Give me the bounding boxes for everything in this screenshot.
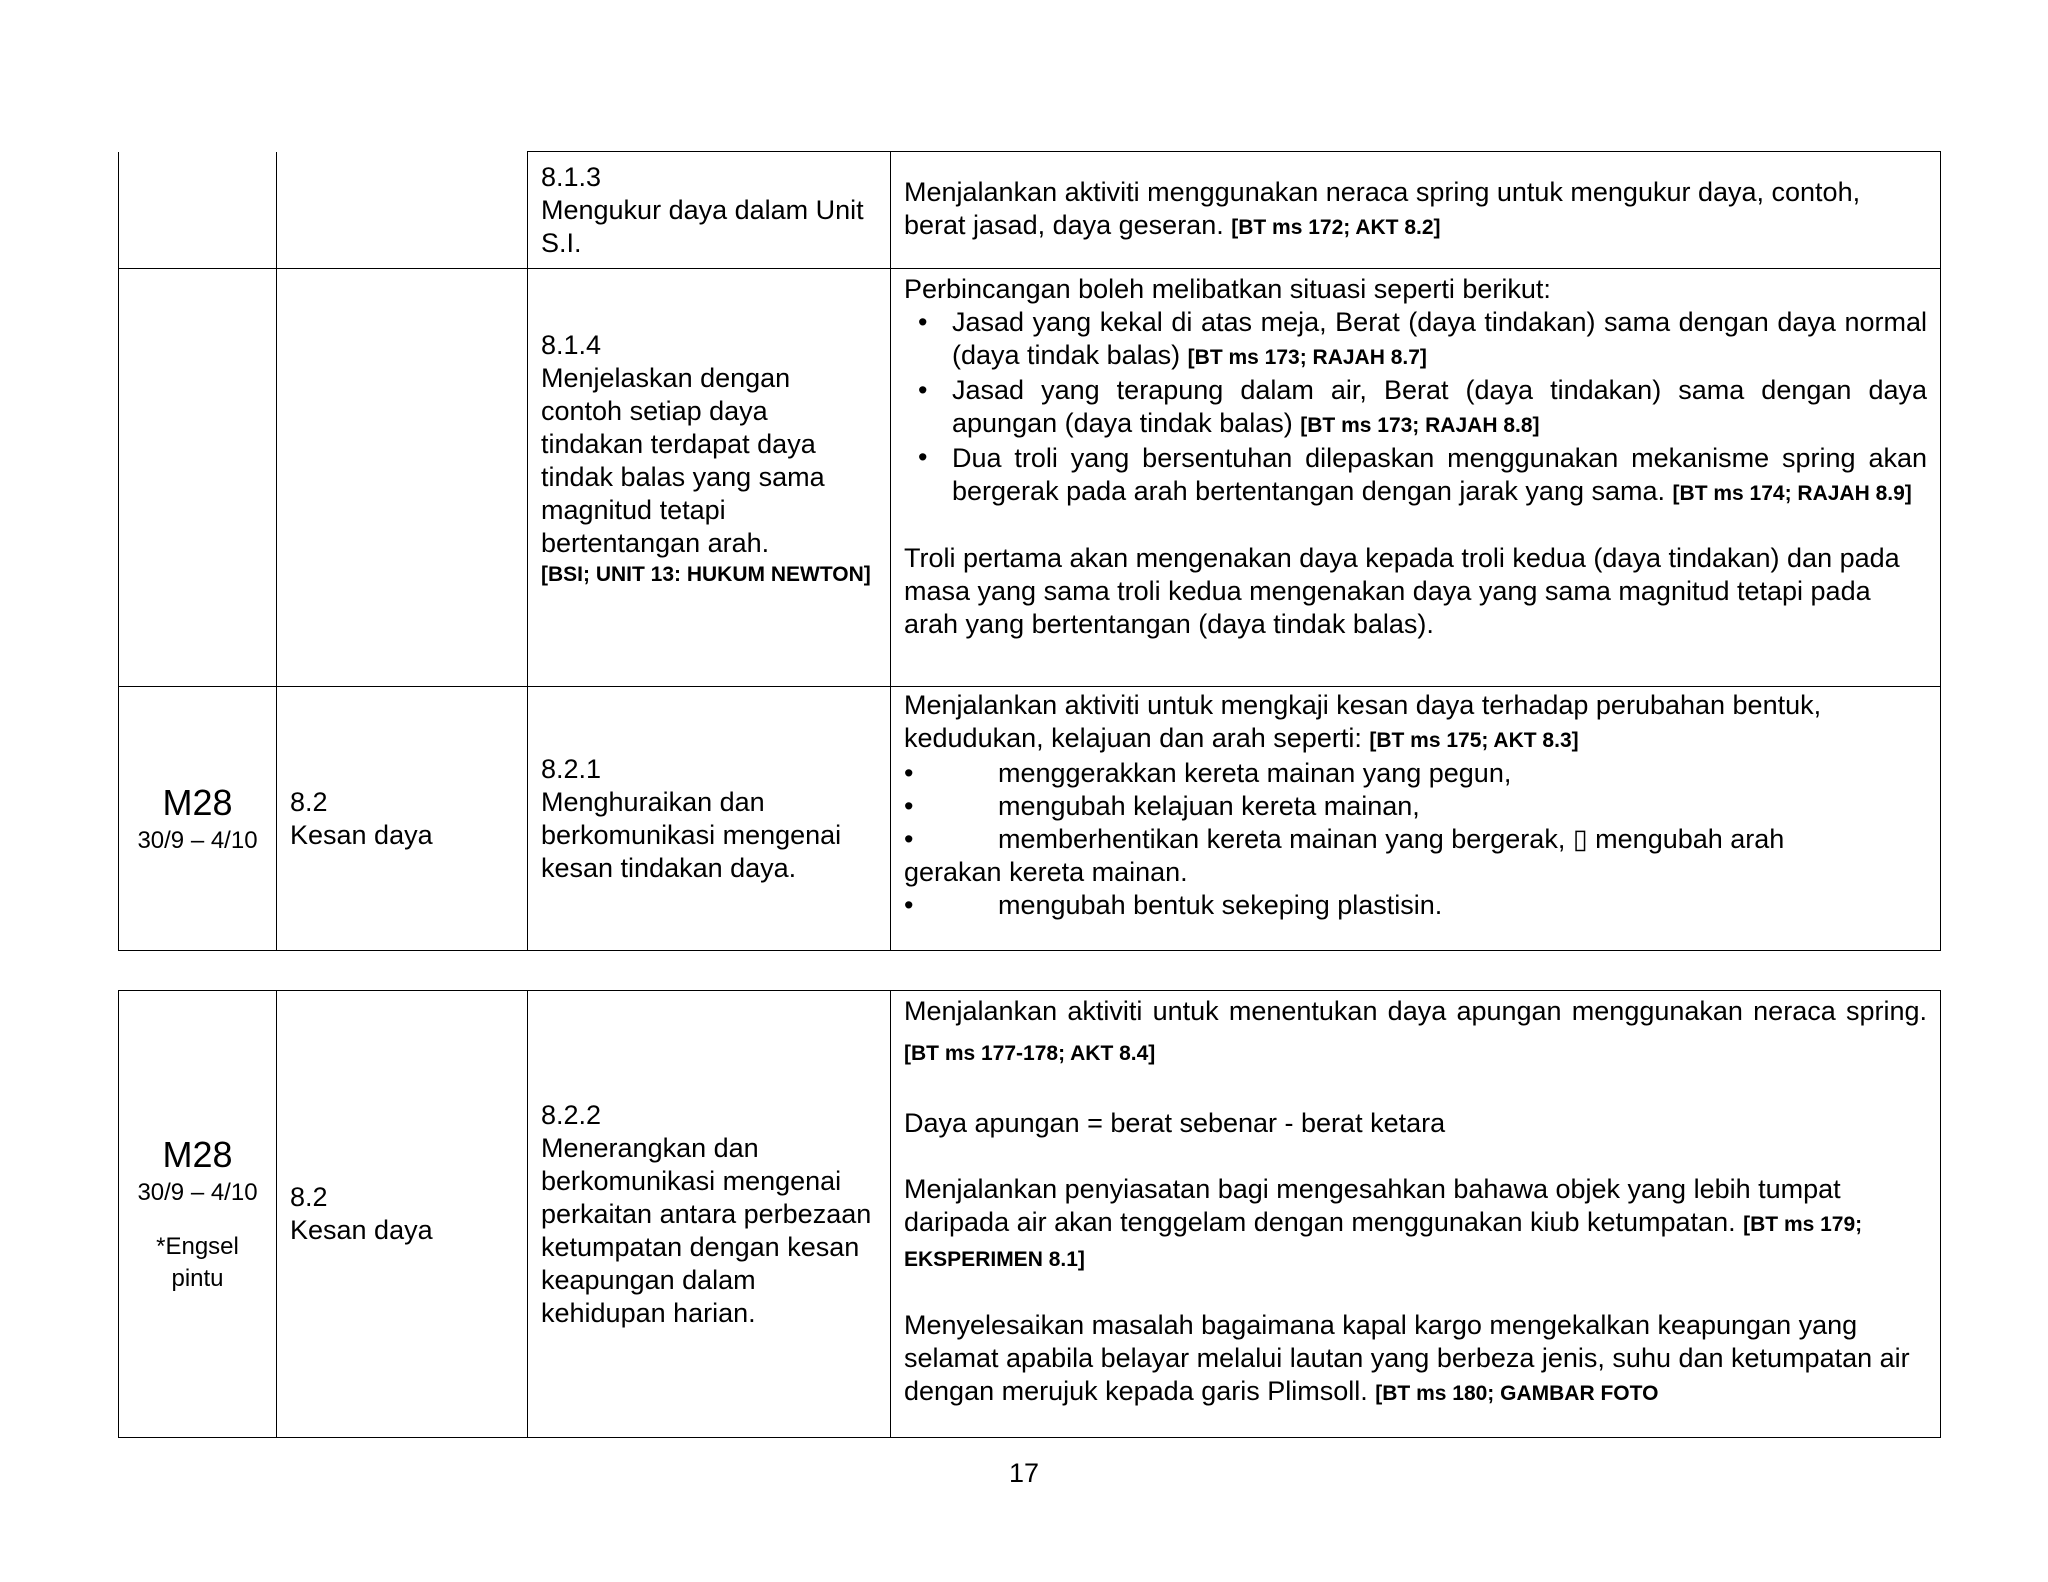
page-number: 17 [1008,1458,1040,1488]
activity-cell [891,991,1941,1438]
week-date: 30/9 – 4/10 [137,1179,258,1206]
table-row [119,687,1941,951]
sp-ref: [BSI; UNIT 13: HUKUM NEWTON] [541,563,871,586]
activity-ref: [BT ms 175; AKT 8.3] [1369,729,1579,752]
week-cell [119,687,277,951]
week-note: *Engsel pintu [156,1233,239,1292]
sp-text: Menerangkan dan berkomunikasi mengenai perkaitan antara perbezaan ketumpatan dengan kesan keapungan dalam kehidupan harian. [541,1132,872,1328]
activity-cell [891,687,1941,951]
learning-standard-cell [528,269,891,687]
ss-code: 8.2 [290,786,328,817]
list-item-continuation: gerakan kereta mainan. [904,857,1188,887]
learning-standard-cell [528,152,891,269]
activity-p4: Menyelesaikan masalah bagaimana kapal kargo mengekalkan keapungan yang selamat apabila belayar melalui lautan yang berbeza jenis, suhu dan ketumpatan air dengan merujuk kepada garis Plimsoll. [BT ms 180; GAMBAR FOTO [904,1310,1910,1406]
table-row [119,991,1941,1438]
activity-closing: Troli pertama akan mengenakan daya kepada troli kedua (daya tindakan) dan pada masa yang sama troli kedua mengenakan daya yang sama magnitud tetapi pada arah yang bertentangan (daya tindak balas). [904,543,1900,639]
list-item: • memberhentikan kereta mainan yang bergerak, ▯ mengubah arah [904,824,1785,854]
table-row [119,152,1941,269]
ss-text: Kesan daya [290,1215,433,1245]
list-item: • mengubah bentuk sekeping plastisin. [904,890,1443,920]
week-cell [119,991,277,1438]
standard-content-cell [277,269,528,687]
sp-code: 8.2.2 [541,1099,602,1130]
rpt-table-bottom [118,990,1941,1438]
activity-p1: Menjalankan aktiviti untuk menentukan daya apungan menggunakan neraca spring. [BT ms 177-178; AKT 8.4] [904,996,1927,1065]
activity-list [904,306,1927,509]
activity-p2: Daya apungan = berat sebenar - berat ketara [904,1108,1446,1138]
list-item: • menggerakkan kereta mainan yang pegun, [904,758,1512,788]
sp-code: 8.1.3 [541,161,602,192]
rpt-table-top [118,151,1941,951]
activity-ref: [BT ms 172; AKT 8.2] [1231,216,1441,239]
list-item: • Dua troli yang bersentuhan dilepaskan menggunakan mekanisme spring akan bergerak pada arah bertentangan dengan jarak yang sama. [BT ms 174; RAJAH 8.9] [952,442,1927,509]
table-row [119,269,1941,687]
sp-text: Menghuraikan dan berkomunikasi mengenai kesan tindakan daya. [541,786,842,883]
sp-code: 8.1.4 [541,330,602,360]
list-item: • mengubah kelajuan kereta mainan, [904,791,1420,821]
sp-text: Menjelaskan dengan contoh setiap daya tindakan terdapat daya tindak balas yang sama magnitud tetapi bertentangan arah. [541,363,825,558]
activity-text: Menjalankan aktiviti menggunakan neraca spring untuk mengukur daya, contoh, berat jasad, daya geseran. [904,177,1861,240]
week-code: M28 [162,1134,233,1175]
ss-text: Kesan daya [290,819,433,850]
standard-content-cell [277,991,528,1438]
activity-cell [891,152,1941,269]
learning-standard-cell [528,687,891,951]
standard-content-cell [277,687,528,951]
list-item: • Jasad yang kekal di atas meja, Berat (daya tindakan) sama dengan daya normal (daya tindak balas) [BT ms 173; RAJAH 8.7] [952,306,1927,374]
week-cell [119,269,277,687]
standard-content-cell [277,152,528,269]
activity-cell [891,269,1941,687]
sp-text: Mengukur daya dalam Unit S.I. [541,194,864,258]
week-date: 30/9 – 4/10 [137,826,258,854]
week-cell [119,152,277,269]
sp-code: 8.2.1 [541,753,602,784]
activity-intro: Perbincangan boleh melibatkan situasi seperti berikut: [904,274,1551,304]
week-code: M28 [162,781,233,823]
activity-intro: Menjalankan aktiviti untuk mengkaji kesan daya terhadap perubahan bentuk, kedudukan, kelajuan dan arah seperti: [904,690,1822,753]
learning-standard-cell [528,991,891,1438]
activity-p3: Menjalankan penyiasatan bagi mengesahkan bahawa objek yang lebih tumpat daripada air akan tenggelam dengan menggunakan kiub ketumpatan. [BT ms 179; EKSPERIMEN 8.1] [904,1174,1863,1271]
list-item: • Jasad yang terapung dalam air, Berat (daya tindakan) sama dengan daya apungan (daya tindak balas) [BT ms 173; RAJAH 8.8] [952,374,1927,442]
ss-code: 8.2 [290,1182,328,1212]
